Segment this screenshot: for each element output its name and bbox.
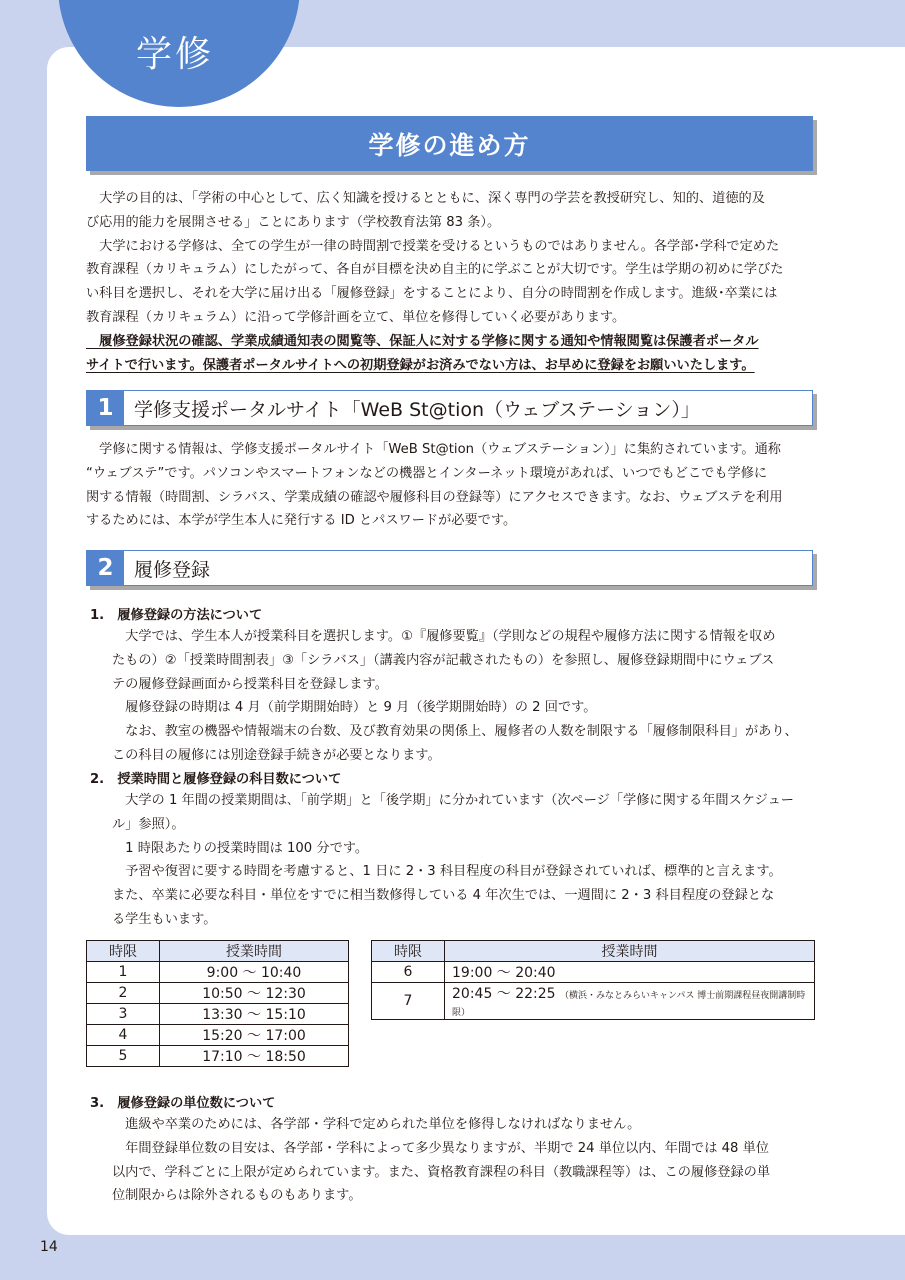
section-1-line: 学修に関する情報は、学修支援ポータルサイト「WeB St@tion（ウェブステーション）」に集約されています。通称 [86, 442, 781, 457]
sub3-line: 進級や卒業のためには、各学部・学科で定められた単位を修得しなければなりません。 [112, 1117, 641, 1132]
table-row [372, 983, 815, 1020]
sub1-line: 履修登録の時期は 4 月（前学期開始時）と 9 月（後学期開始時）の 2 回です。 [112, 700, 597, 716]
period-cell: 2 [87, 983, 160, 1004]
time-cell: 9:00 ～ 10:40 [160, 962, 349, 983]
notice-line: 履修登録状況の確認、学業成績通知表の閲覧等、保証人に対する学修に関する通知や情報閲覧は保護者ポータル [86, 333, 759, 349]
sub1-line: なお、教室の機器や情報端末の台数、及び教育効果の関係上、履修者の人数を制限する「履修制限科目」があり、 [112, 724, 798, 740]
period-cell: 4 [87, 1025, 160, 1046]
time-header: 授業時間 [160, 941, 349, 962]
intro-line: 教育課程（カリキュラム）にしたがって、各自が目標を決め自主的に学ぶことが大切です。学生は学期の初めに学びた [86, 262, 784, 278]
table-row [372, 962, 815, 983]
sub1-heading: 1. 履修登録の方法について [90, 608, 263, 623]
period-cell: 5 [87, 1046, 160, 1067]
time-note: （横浜・みなとみらいキャンパス 博士前期課程昼夜開講制時限） [452, 991, 806, 1018]
section-1-number: 1 [87, 391, 124, 425]
sub2-line: また、卒業に必要な科目・単位をすでに相当数修得している 4 年次生では、一週間に 2・3 科目程度の登録とな [112, 888, 775, 904]
time-cell: 20:45 ～ 22:25 （横浜・みなとみらいキャンパス 博士前期課程昼夜開講制時限） [445, 983, 815, 1020]
sub1-line: テの履修登録画面から授業科目を登録します。 [112, 676, 388, 692]
sub1-line: この科目の履修には別途登録手続きが必要となります。 [112, 747, 441, 763]
time-cell: 10:50 ～ 12:30 [160, 983, 349, 1004]
sub1-line: たもの）②「授業時間割表」③「シラバス」（講義内容が記載されたもの）を参照し、履修登録期間中にウェブス [112, 652, 775, 668]
period-cell: 7 [372, 983, 445, 1020]
sub3-line: 以内で、学科ごとに上限が定められています。また、資格教育課程の科目（教職課程等）は、この履修登録の単 [112, 1164, 771, 1180]
sub3-heading: 3. 履修登録の単位数について [90, 1096, 276, 1111]
period-cell: 6 [372, 962, 445, 983]
sub2-line: 大学の 1 年間の授業期間は､「前学期」と「後学期」に分かれています（次ページ「学修に関する年間スケジュー [112, 793, 794, 808]
sub2-line: 予習や復習に要する時間を考慮すると、1 日に 2・3 科目程度の科目が登録されていれば、標準的と言えます。 [112, 864, 782, 880]
timetable-left [86, 940, 349, 1067]
table-row [87, 1046, 349, 1067]
period-header: 時限 [87, 941, 160, 962]
table-row [87, 1004, 349, 1025]
section-1-line: 関する情報（時間割、シラバス、学業成績の確認や履修科目の登録等）にアクセスできます。なお、ウェブステを利用 [86, 489, 783, 505]
sub2-heading: 2. 授業時間と履修登録の科目数について [90, 772, 342, 787]
section-1-title: 学修支援ポータルサイト「WeB St@tion（ウェブステーション）」 [134, 398, 700, 421]
section-2-title: 履修登録 [134, 558, 211, 581]
section-1-line: するためには、本学が学生本人に発行する ID とパスワードが必要です。 [86, 513, 517, 529]
intro-line: い科目を選択し、それを大学に届け出る「履修登録」をすることにより、自分の時間割を作成します。進級･卒業には [86, 286, 778, 302]
period-cell: 3 [87, 1004, 160, 1025]
section-1-text [86, 438, 783, 533]
section-1-header [86, 390, 813, 426]
intro-line: 大学の目的は、「学術の中心として、広く知識を授けるとともに、深く専門の学芸を教授研究し、知的、道徳的及 [86, 191, 765, 206]
intro-line: び応用的能力を展開させる」ことにあります（学校教育法第 83 条）。 [86, 214, 501, 230]
sub2-line: る学生もいます。 [112, 911, 217, 927]
table-header-row [87, 941, 349, 962]
sub3-line: 位制限からは除外されるものもあります。 [112, 1188, 362, 1204]
section-2-number: 2 [87, 551, 124, 585]
time-cell: 17:10 ～ 18:50 [160, 1046, 349, 1067]
timetable-right [371, 940, 815, 1020]
intro-line: 教育課程（カリキュラム）に沿って学修計画を立て、単位を修得していく必要があります。 [86, 309, 626, 325]
sub2-line: ル」参照）。 [112, 816, 185, 832]
sub2-text [112, 789, 794, 932]
page-number: 14 [40, 1239, 58, 1255]
notice-line: サイトで行います。保護者ポータルサイトへの初期登録がお済みでない方は、お早めに登録をお願いいたします。 [86, 357, 755, 373]
table-row [87, 962, 349, 983]
sub2-line: 1 時限あたりの授業時間は 100 分です。 [112, 840, 369, 856]
sub1-line: 大学では、学生本人が授業科目を選択します。①『履修要覧』（学則などの規程や履修方法に関する情報を収め [112, 629, 776, 644]
table-row [87, 983, 349, 1004]
sub3-line: 年間登録単位数の目安は、各学部・学科によって多少異なりますが、半期で 24 単位以内、年間では 48 単位 [112, 1140, 769, 1156]
time-header: 授業時間 [445, 941, 815, 962]
time-cell: 19:00 ～ 20:40 [445, 962, 815, 983]
intro-line: 大学における学修は、全ての学生が一律の時間割で授業を受けるというものではありません。各学部･学科で定めた [86, 238, 780, 254]
page-title: 学修の進め方 [368, 130, 531, 160]
section-1-line: “ウェブステ”です。パソコンやスマートフォンなどの機器とインターネット環境があれば、いつでもどこでも学修に [86, 465, 768, 481]
sub3-text [112, 1113, 770, 1208]
table-header-row [372, 941, 815, 962]
period-header: 時限 [372, 941, 445, 962]
chapter-label: 学修 [136, 34, 215, 75]
intro-text [86, 187, 783, 377]
time-cell: 15:20 ～ 17:00 [160, 1025, 349, 1046]
time-cell: 13:30 ～ 15:10 [160, 1004, 349, 1025]
section-2-header [86, 550, 813, 586]
page-title-bar [86, 116, 813, 171]
period-cell: 1 [87, 962, 160, 983]
sub1-text [112, 625, 798, 768]
table-row [87, 1025, 349, 1046]
